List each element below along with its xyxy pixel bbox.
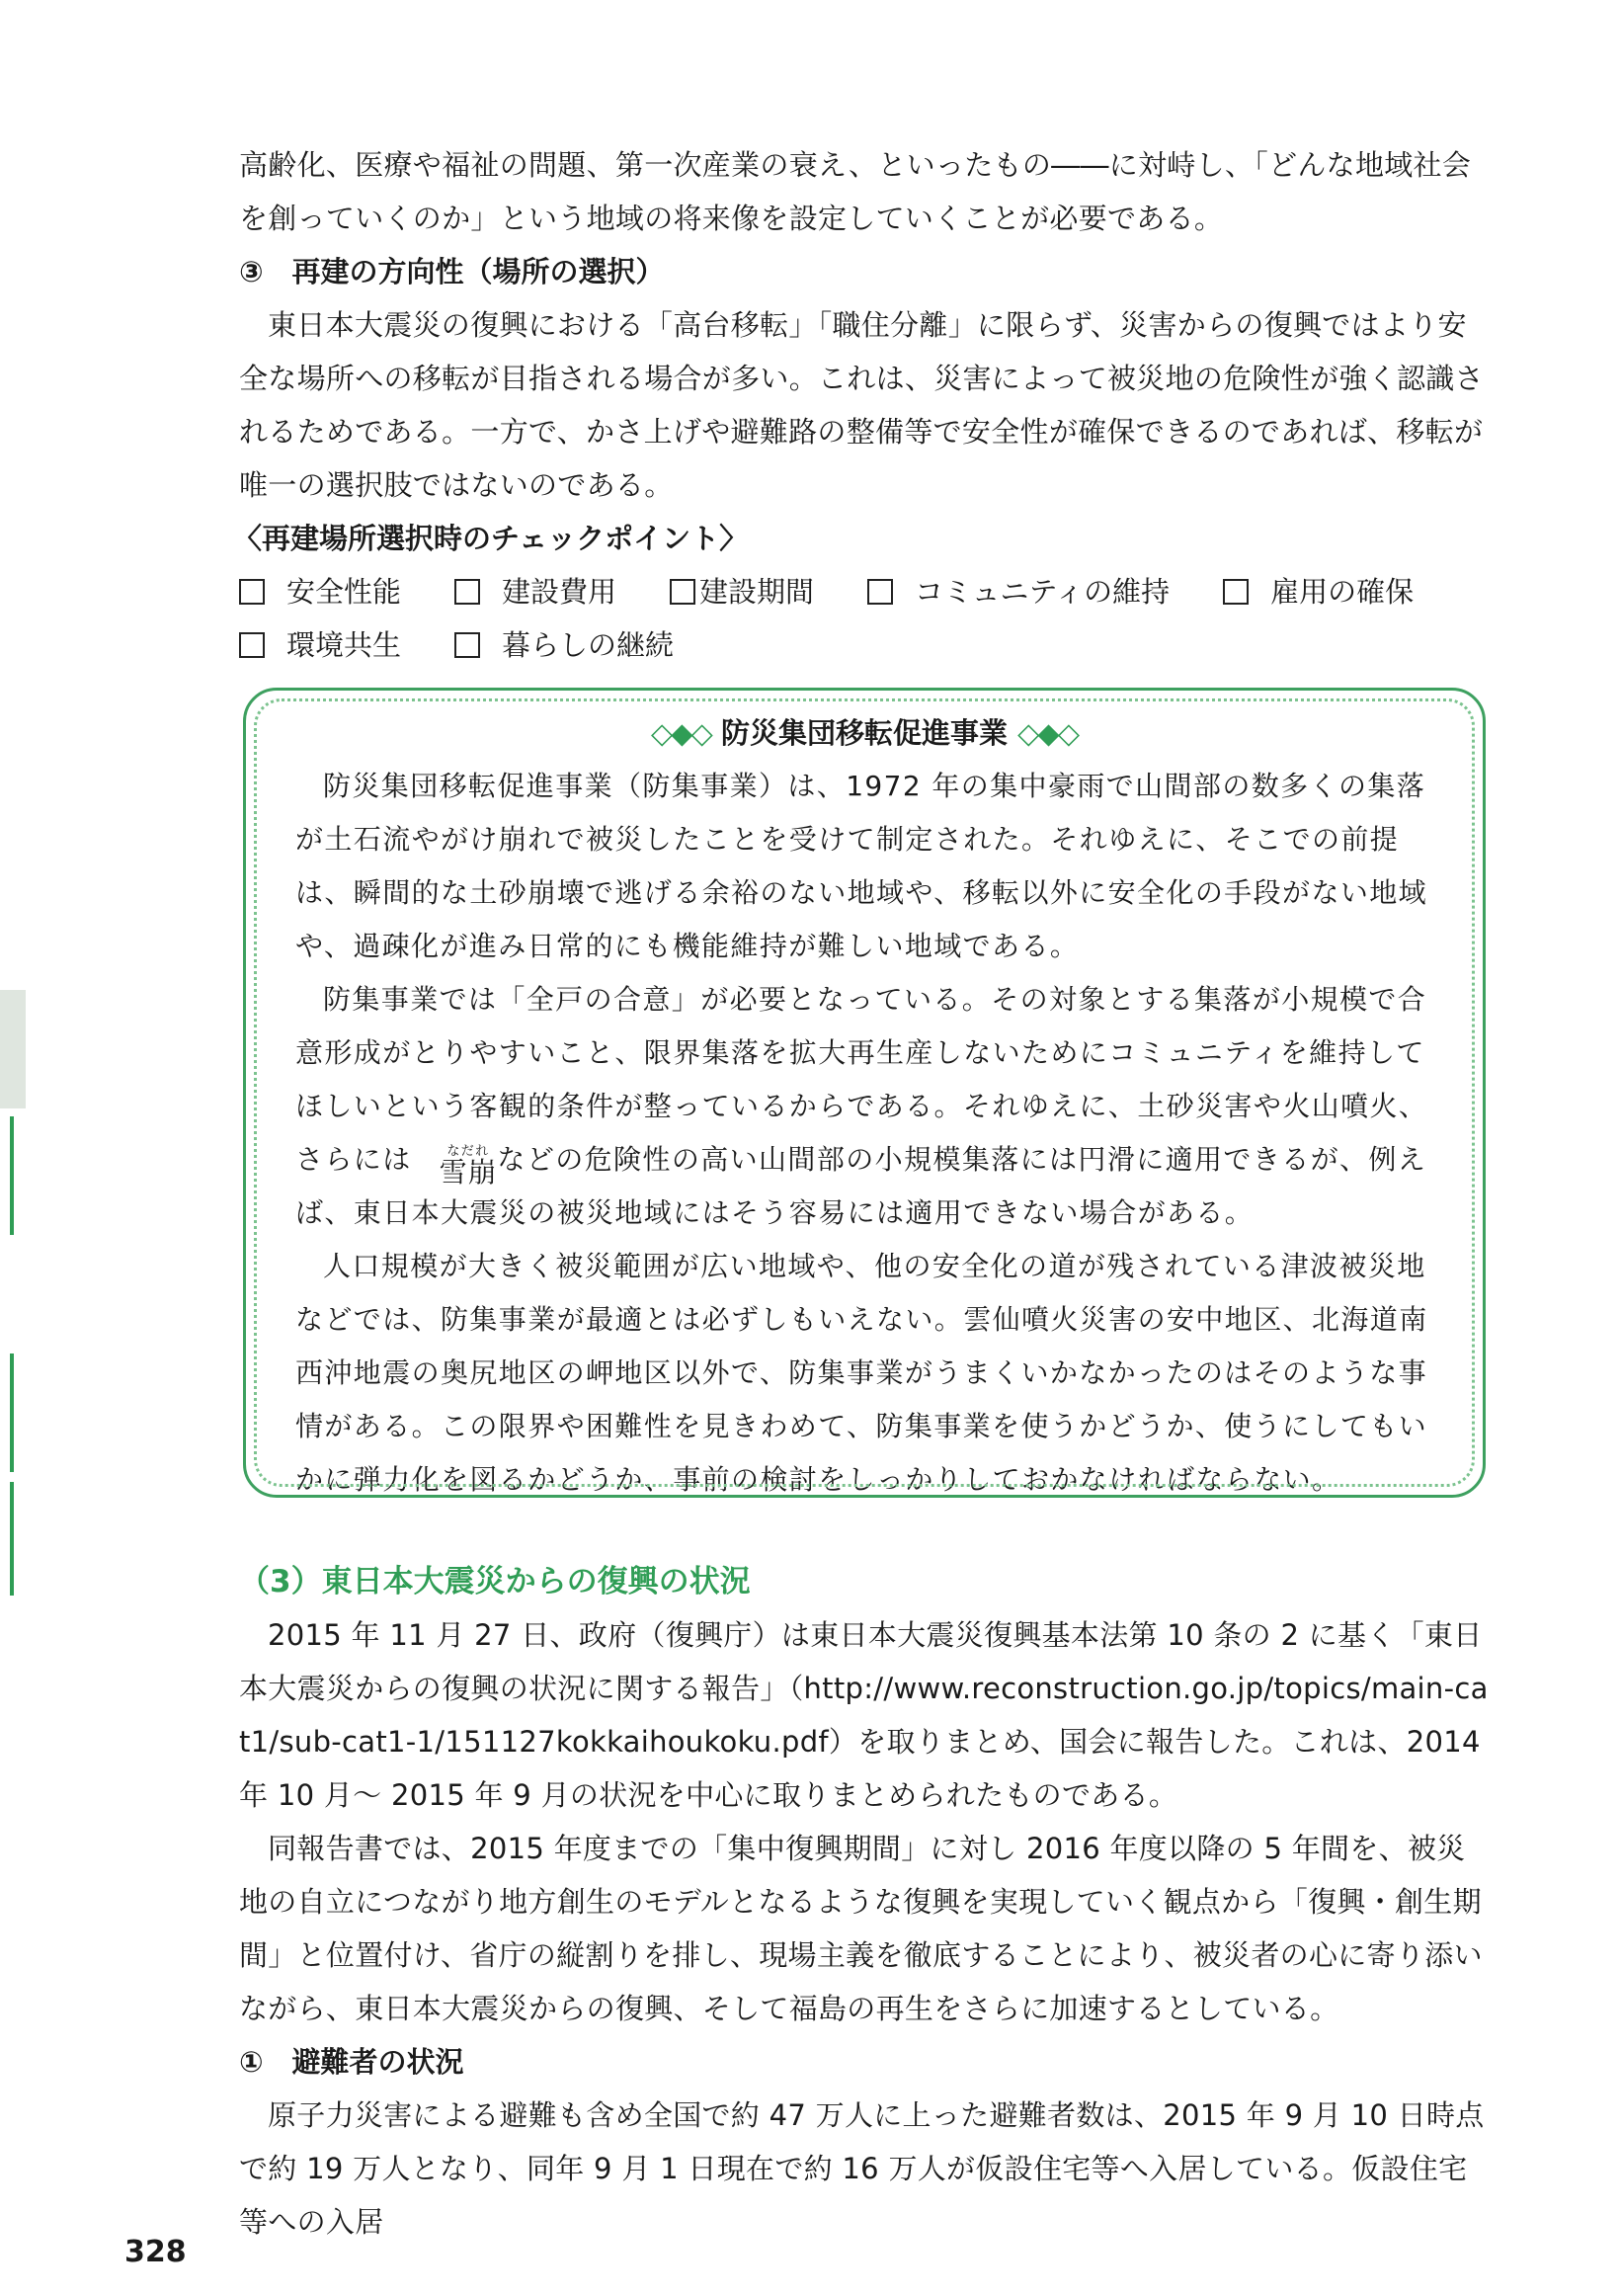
diamond-deco-icon: ◇◆◇ [1017,716,1079,750]
checkpoint-title: 〈再建場所選択時のチェックポイント〉 [233,522,749,555]
checkbox-item[interactable]: 建設費用 [454,565,616,618]
body-paragraph: 原子力災害による避難も含め全国で約 47 万人に上った避難者数は、2015 年 9 月 10 日時点で約 19 万人となり、同年 9 月 1 日現在で約 16 万人が仮設住宅等へ入居している。仮設住宅等への入居 [239,2098,1485,2239]
direction-paragraph: 東日本大震災の復興における「高台移転」「職住分離」に限らず、災害からの復興ではより安全な場所への移転が目指される場合が多い。これは、災害によって被災地の危険性が強く認識されるためである。一方で、かさ上げや避難路の整備等で安全性が確保できるのであれば、移転が唯一の選択肢ではないのである。 [239,308,1484,502]
margin-line [10,1116,14,1235]
callout-title: ◇◆◇ 防災集団移転促進事業 ◇◆◇ [650,716,1079,750]
checkbox-icon [454,579,480,605]
diamond-deco-icon: ◇◆◇ [650,716,711,750]
callout-paragraph: 人口規模が大きく被災範囲が広い地域や、他の安全化の道が残されている津波被災地などでは、防集事業が最適とは必ずしもいえない。雲仙噴火災害の安中地区、北海道南西沖地震の奥尻地区の岬地区以外で、防集事業がうまくいかなかったのはそのような事情がある。この限界や困難性を見きわめて、防集事業を使うかどうか、使うにしてもいかに弾力化を図るかどうか、事前の検討をしっかりしておかなければならない。 [295,1250,1428,1496]
checkbox-item[interactable]: 環境共生 [239,618,401,672]
checkbox-icon [670,579,695,605]
checkbox-icon [239,632,265,658]
intro-paragraph: 高齢化、医療や福祉の問題、第一次産業の衰え、といったもの――に対峙し、「どんな地域社会を創っていくのか」という地域の将来像を設定していくことが必要である。 [239,148,1472,235]
section-heading-direction: ③ 再建の方向性（場所の選択） [239,255,665,288]
checkbox-icon [867,579,893,605]
margin-tab [0,990,26,1108]
body-paragraph: 2015 年 11 月 27 日、政府（復興庁）は東日本大震災復興基本法第 10 条の 2 に基く「東日本大震災からの復興の状況に関する報告」（http://www.reconstruction.go.jp/topics/main-cat1/sub-cat1-1/151127kokkaihoukoku.pdf）を取りまとめ、国会に報告した。これは、2014 年 10 月～ 2015 年 9 月の状況を中心に取りまとめられたものである。 [239,1618,1489,1812]
checkbox-icon [239,579,265,605]
checkbox-item[interactable]: 安全性能 [239,565,401,618]
checkbox-icon [1223,579,1249,605]
body-paragraph: 同報告書では、2015 年度までの「集中復興期間」に対し 2016 年度以降の 5 年間を、被災地の自立につながり地方創生のモデルとなるような復興を実現していく観点から「復興・創生期間」と位置付け、省庁の縦割りを排し、現場主義を徹底することにより、被災者の心に寄り添いながら、東日本大震災からの復興、そして福島の再生をさらに加速するとしている。 [239,1832,1483,2025]
checkbox-item[interactable]: 雇用の確保 [1223,565,1414,618]
callout-paragraph: 防災集団移転促進事業（防集事業）は、1972 年の集中豪雨で山間部の数多くの集落が土石流やがけ崩れで被災したことを受けて制定された。それゆえに、そこでの前提は、瞬間的な土砂崩壊で逃げる余裕のない地域や、移転以外に安全化の手段がない地域や、過疎化が進み日常的にも機能維持が難しい地域である。 [295,770,1428,962]
ruby-text: なだれ 雪崩 [439,1144,498,1189]
sub-heading: ① 避難者の状況 [239,2045,464,2079]
page-body [233,138,1490,2249]
checkbox-item[interactable]: コミュニティの維持 [867,565,1170,618]
margin-line [10,1482,14,1596]
checkpoint-list [239,565,1490,672]
checkbox-item[interactable]: 暮らしの継続 [454,618,674,672]
callout-box [243,688,1486,1498]
callout-body [246,760,1483,1507]
margin-line [10,1353,14,1472]
checkbox-item[interactable]: 建設期間 [670,565,814,618]
page-number: 328 [124,2235,187,2269]
checkbox-icon [454,632,480,658]
callout-paragraph: 防集事業では「全戸の合意」が必要となっている。その対象とする集落が小規模で合意形成がとりやすいこと、限界集落を拡大再生産しないためにコミュニティを維持してほしいという客観的条件が整っているからである。それゆえに、土砂災害や火山噴火、さらには なだれ 雪崩 などの危険性の高い山間部の小規模集落には円滑に適用できるが、例えば、東日本大震災の被災地域にはそう容易には適用できない場合がある。 [295,983,1428,1229]
section-title: （3）東日本大震災からの復興の状況 [239,1564,751,1599]
